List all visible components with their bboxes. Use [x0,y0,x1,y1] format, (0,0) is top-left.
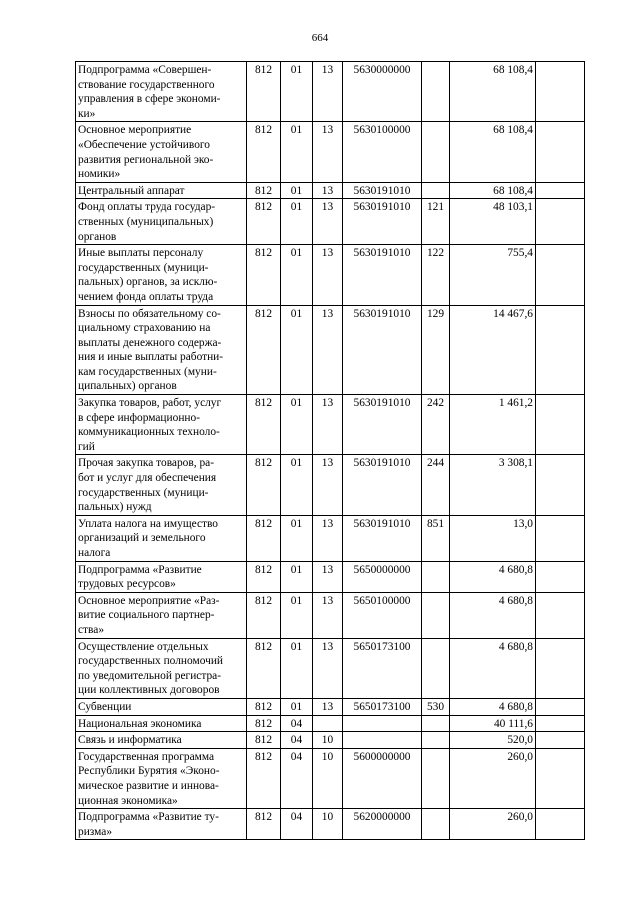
amount-cell: 48 103,1 [450,199,536,245]
section-code-cell: 01 [281,62,313,122]
expense-type-cell [422,732,450,749]
subsection-code-cell: 13 [313,592,343,638]
expense-type-cell: 242 [422,395,450,455]
extra-amount-cell [536,592,585,638]
table-row [76,638,585,698]
extra-amount-cell [536,638,585,698]
target-article-cell [343,715,422,732]
subsection-code-cell [313,715,343,732]
expense-type-cell: 129 [422,305,450,395]
ministry-code-cell: 812 [247,561,281,592]
row-name-text: Субвенции [78,700,132,713]
subsection-code-cell: 10 [313,732,343,749]
section-code-cell: 04 [281,748,313,808]
subsection-code-cell: 13 [313,638,343,698]
subsection-code-cell: 13 [313,245,343,305]
row-name-cell [76,515,247,561]
section-code-cell: 01 [281,182,313,199]
expense-type-cell [422,62,450,122]
ministry-code-cell: 812 [247,182,281,199]
ministry-code-cell: 812 [247,698,281,715]
amount-cell: 1 461,2 [450,395,536,455]
extra-amount-cell [536,715,585,732]
target-article-cell: 5630000000 [343,62,422,122]
target-article-cell: 5620000000 [343,809,422,840]
row-name-cell [76,455,247,515]
expense-type-cell [422,592,450,638]
expense-type-cell [422,748,450,808]
amount-cell: 14 467,6 [450,305,536,395]
table-row [76,732,585,749]
row-name-text: Центральный аппарат [78,184,185,197]
table-row [76,245,585,305]
target-article-cell [343,732,422,749]
expense-type-cell [422,638,450,698]
extra-amount-cell [536,182,585,199]
ministry-code-cell: 812 [247,809,281,840]
row-name-cell [76,698,247,715]
table-row [76,809,585,840]
row-name-cell [76,305,247,395]
row-name-text: Закупка товаров, работ, услуг в сфере информационно- коммуникационных техноло- гий [78,397,222,453]
subsection-code-cell: 13 [313,395,343,455]
expense-type-cell [422,715,450,732]
target-article-cell: 5650173100 [343,698,422,715]
expense-type-cell [422,122,450,182]
target-article-cell: 5630100000 [343,122,422,182]
section-code-cell: 01 [281,122,313,182]
amount-cell: 520,0 [450,732,536,749]
table-row [76,182,585,199]
section-code-cell: 01 [281,561,313,592]
table-row [76,748,585,808]
row-name-text: Связь и информатика [78,734,182,747]
row-name-cell [76,245,247,305]
target-article-cell: 5650173100 [343,638,422,698]
section-code-cell: 01 [281,698,313,715]
row-name-text: Уплата налога на имущество организаций и земельного налога [78,517,218,559]
target-article-cell: 5630191010 [343,395,422,455]
row-name-cell [76,199,247,245]
section-code-cell: 01 [281,592,313,638]
amount-cell: 68 108,4 [450,122,536,182]
subsection-code-cell: 13 [313,199,343,245]
section-code-cell: 01 [281,199,313,245]
table-row [76,199,585,245]
ministry-code-cell: 812 [247,245,281,305]
amount-cell: 68 108,4 [450,62,536,122]
table-row [76,62,585,122]
row-name-text: Основное мероприятие «Раз- витие социального партнер- ства» [78,594,220,636]
subsection-code-cell: 13 [313,455,343,515]
expense-type-cell [422,561,450,592]
table-row [76,698,585,715]
section-code-cell: 04 [281,732,313,749]
amount-cell: 40 111,6 [450,715,536,732]
expense-type-cell: 530 [422,698,450,715]
section-code-cell: 01 [281,638,313,698]
extra-amount-cell [536,732,585,749]
target-article-cell: 5630191010 [343,305,422,395]
target-article-cell: 5630191010 [343,455,422,515]
row-name-text: Государственная программа Республики Бурятия «Эконо- мическое развитие и иннова- ционная экономика» [78,750,220,807]
section-code-cell: 04 [281,809,313,840]
expense-type-cell: 122 [422,245,450,305]
target-article-cell: 5650100000 [343,592,422,638]
row-name-text: Национальная экономика [78,717,202,730]
row-name-cell [76,809,247,840]
extra-amount-cell [536,122,585,182]
budget-table [75,61,585,840]
amount-cell: 3 308,1 [450,455,536,515]
ministry-code-cell: 812 [247,122,281,182]
subsection-code-cell: 10 [313,748,343,808]
target-article-cell: 5630191010 [343,182,422,199]
subsection-code-cell: 13 [313,305,343,395]
subsection-code-cell: 13 [313,698,343,715]
budget-table-body [76,62,585,840]
ministry-code-cell: 812 [247,748,281,808]
amount-cell: 4 680,8 [450,698,536,715]
row-name-text: Основное мероприятие «Обеспечение устойчивого развития региональной эко- номики» [78,124,214,181]
table-row [76,455,585,515]
row-name-cell [76,395,247,455]
row-name-cell [76,122,247,182]
extra-amount-cell [536,245,585,305]
expense-type-cell [422,182,450,199]
amount-cell: 4 680,8 [450,561,536,592]
subsection-code-cell: 13 [313,182,343,199]
row-name-text: Подпрограмма «Совершен- ствование государственного управления в сфере экономи- ки» [78,64,221,120]
amount-cell: 13,0 [450,515,536,561]
amount-cell: 4 680,8 [450,638,536,698]
expense-type-cell: 244 [422,455,450,515]
subsection-code-cell: 13 [313,561,343,592]
ministry-code-cell: 812 [247,455,281,515]
row-name-text: Подпрограмма «Развитие ту- ризма» [78,811,219,838]
section-code-cell: 01 [281,395,313,455]
row-name-cell [76,592,247,638]
table-row [76,515,585,561]
row-name-text: Иные выплаты персоналу государственных (муници- пальных) органов, за исклю- чением фонда оплаты труда [78,247,218,303]
extra-amount-cell [536,199,585,245]
row-name-text: Взносы по обязательному со- циальному страхованию на выплаты денежного содержа- ния и иные выплаты работни- кам государственных (муни- ципальных) органов [78,307,224,393]
table-row [76,122,585,182]
ministry-code-cell: 812 [247,715,281,732]
expense-type-cell: 851 [422,515,450,561]
expense-type-cell [422,809,450,840]
row-name-cell [76,638,247,698]
extra-amount-cell [536,809,585,840]
section-code-cell: 01 [281,455,313,515]
target-article-cell: 5600000000 [343,748,422,808]
target-article-cell: 5630191010 [343,245,422,305]
amount-cell: 260,0 [450,809,536,840]
section-code-cell: 04 [281,715,313,732]
ministry-code-cell: 812 [247,592,281,638]
table-row [76,395,585,455]
ministry-code-cell: 812 [247,732,281,749]
section-code-cell: 01 [281,515,313,561]
row-name-cell [76,62,247,122]
page-number: 664 [311,32,329,44]
row-name-text: Прочая закупка товаров, ра- бот и услуг для обеспечения государственных (муници- пальных) нужд [78,457,217,514]
subsection-code-cell: 13 [313,122,343,182]
row-name-cell [76,732,247,749]
table-row [76,592,585,638]
amount-cell: 260,0 [450,748,536,808]
target-article-cell: 5650000000 [343,561,422,592]
extra-amount-cell [536,62,585,122]
row-name-cell [76,715,247,732]
row-name-cell [76,182,247,199]
subsection-code-cell: 13 [313,62,343,122]
expense-type-cell: 121 [422,199,450,245]
ministry-code-cell: 812 [247,305,281,395]
table-row [76,305,585,395]
row-name-text: Осуществление отдельных государственных полномочий по уведомительной регистра- ции коллективных договоров [78,640,224,697]
extra-amount-cell [536,305,585,395]
row-name-text: Подпрограмма «Развитие трудовых ресурсов» [78,563,202,591]
extra-amount-cell [536,748,585,808]
table-row [76,715,585,732]
row-name-text: Фонд оплаты труда государ- ственных (муниципальных) органов [78,201,216,243]
ministry-code-cell: 812 [247,515,281,561]
amount-cell: 4 680,8 [450,592,536,638]
ministry-code-cell: 812 [247,638,281,698]
subsection-code-cell: 10 [313,809,343,840]
section-code-cell: 01 [281,305,313,395]
extra-amount-cell [536,395,585,455]
row-name-cell [76,748,247,808]
ministry-code-cell: 812 [247,62,281,122]
amount-cell: 755,4 [450,245,536,305]
row-name-cell [76,561,247,592]
target-article-cell: 5630191010 [343,515,422,561]
target-article-cell: 5630191010 [343,199,422,245]
extra-amount-cell [536,515,585,561]
section-code-cell: 01 [281,245,313,305]
amount-cell: 68 108,4 [450,182,536,199]
table-row [76,561,585,592]
extra-amount-cell [536,455,585,515]
subsection-code-cell: 13 [313,515,343,561]
ministry-code-cell: 812 [247,395,281,455]
extra-amount-cell [536,561,585,592]
ministry-code-cell: 812 [247,199,281,245]
extra-amount-cell [536,698,585,715]
